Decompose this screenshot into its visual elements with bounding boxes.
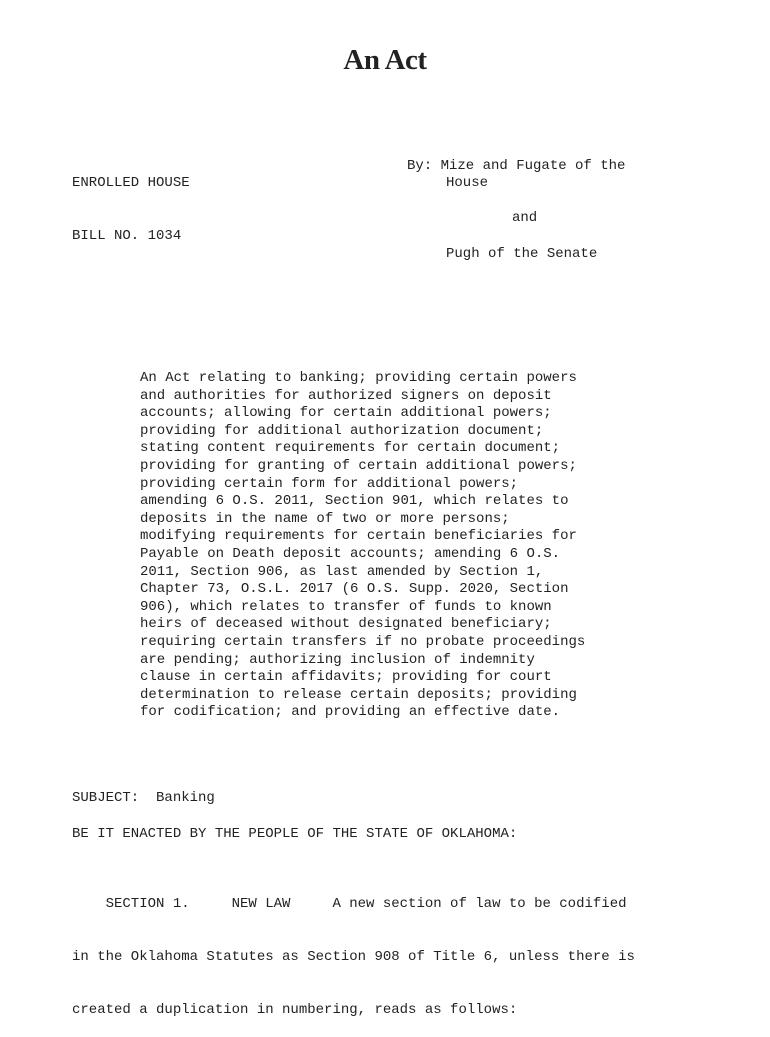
- summary-line: Payable on Death deposit accounts; amending 6 O.S.: [140, 545, 561, 562]
- summary-line: determination to release certain deposits; providing: [140, 686, 577, 703]
- section-1-text-line: in the Oklahoma Statutes as Section 908 of Title 6, unless there is: [72, 948, 635, 965]
- subject-line: SUBJECT: Banking: [72, 790, 215, 806]
- summary-line: An Act relating to banking; providing certain powers: [140, 370, 577, 386]
- summary-line: clause in certain affidavits; providing for court: [140, 669, 552, 686]
- sponsor-and: and: [512, 210, 538, 226]
- sponsor-by-line: By: Mize and Fugate of the: [407, 158, 626, 174]
- section-1: [72, 861, 635, 1037]
- summary-line: requiring certain transfers if no probate proceedings: [140, 633, 586, 650]
- summary-line: providing for granting of certain additional powers;: [140, 457, 577, 474]
- summary-line: modifying requirements for certain beneficiaries for: [140, 528, 577, 545]
- summary-line: providing for additional authorization document;: [140, 422, 544, 439]
- summary-line: and authorities for authorized signers on deposit: [140, 387, 552, 404]
- sponsor-chamber-house: House: [446, 175, 489, 191]
- summary-line: 2011, Section 906, as last amended by Section 1,: [140, 563, 544, 580]
- summary-line: amending 6 O.S. 2011, Section 901, which relates to: [140, 493, 569, 510]
- summary-line: accounts; allowing for certain additional powers;: [140, 405, 552, 422]
- summary-line: deposits in the name of two or more persons;: [140, 510, 510, 527]
- summary-line: Chapter 73, O.S.L. 2017 (6 O.S. Supp. 2020, Section: [140, 581, 569, 598]
- summary-line: providing certain form for additional powers;: [140, 475, 519, 492]
- bill-number: BILL NO. 1034: [72, 227, 182, 244]
- sponsor-senate: Pugh of the Senate: [446, 246, 598, 262]
- summary-line: are pending; authorizing inclusion of indemnity: [140, 651, 535, 668]
- summary-line: for codification; and providing an effective date.: [140, 704, 561, 721]
- bill-number-block: [72, 140, 190, 263]
- act-summary: [140, 370, 585, 722]
- section-1-heading-line: SECTION 1. NEW LAW A new section of law to be codified: [72, 896, 627, 913]
- section-1-text-line: created a duplication in numbering, reads as follows:: [72, 1001, 518, 1018]
- summary-line: 906), which relates to transfer of funds to known: [140, 598, 552, 615]
- document-title: An Act: [343, 44, 427, 76]
- summary-line: heirs of deceased without designated beneficiary;: [140, 616, 552, 633]
- summary-line: stating content requirements for certain document;: [140, 440, 561, 457]
- bill-label: ENROLLED HOUSE: [72, 175, 190, 192]
- enacting-clause: BE IT ENACTED BY THE PEOPLE OF THE STATE OF OKLAHOMA:: [72, 826, 518, 842]
